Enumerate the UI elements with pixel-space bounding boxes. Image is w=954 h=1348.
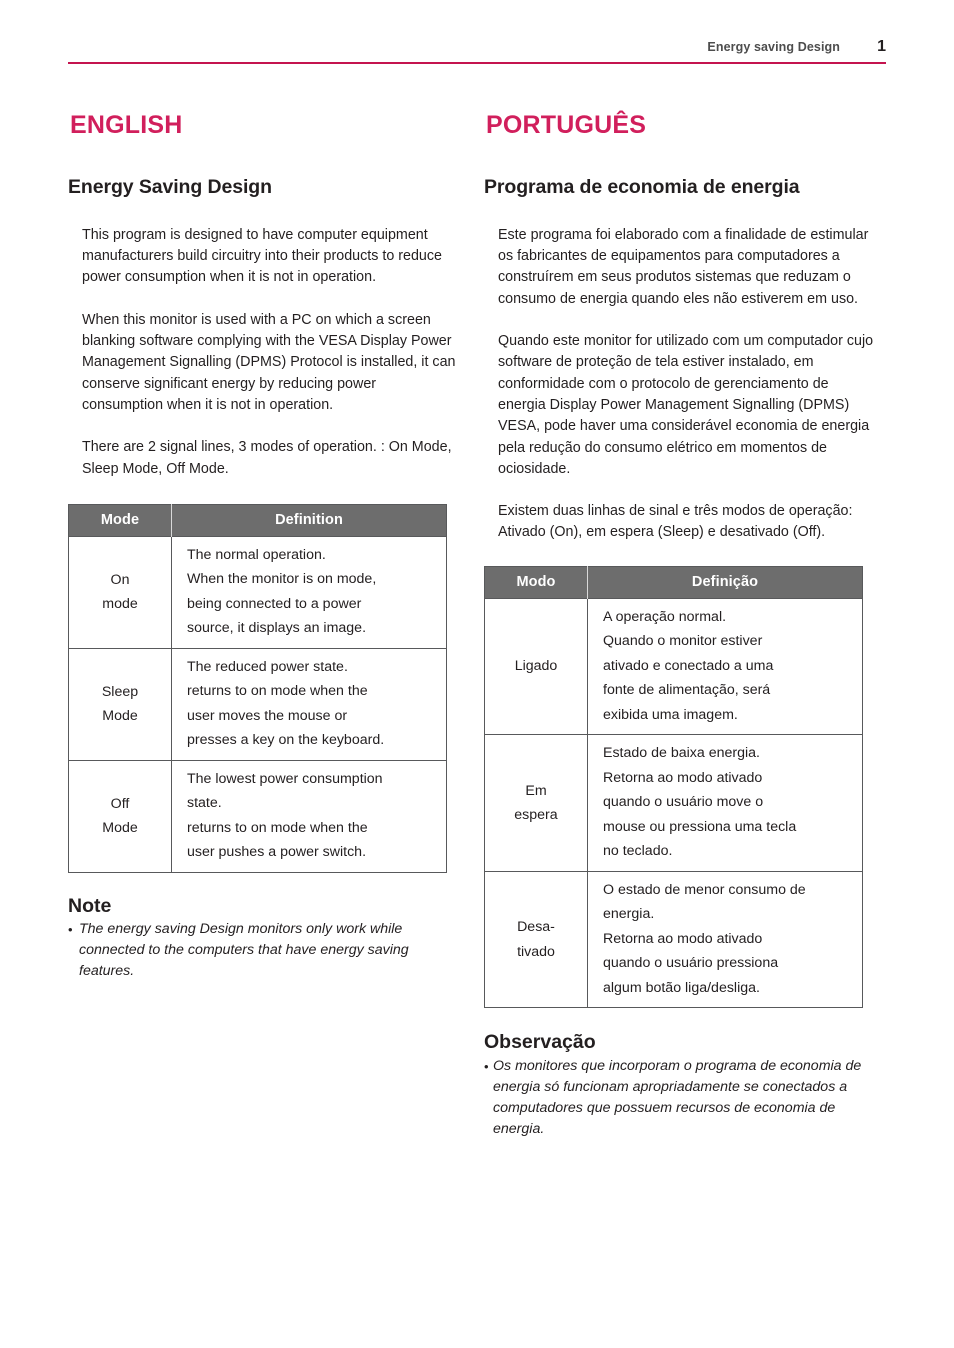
table-row <box>69 536 447 648</box>
header-rule-divider <box>68 62 886 64</box>
mode-definition-cell <box>172 760 447 872</box>
mode-name-line: mode <box>102 596 138 613</box>
mode-name-cell <box>69 760 172 872</box>
column-header-definition: Definition <box>172 504 447 536</box>
english-note-list <box>68 919 460 982</box>
table-row <box>69 760 447 872</box>
english-column <box>68 112 460 982</box>
english-modes-table <box>68 504 447 873</box>
definition-line: The normal operation. <box>187 546 326 563</box>
mode-name-line: Mode <box>102 708 138 725</box>
definition-line: being connected to a power <box>187 595 362 612</box>
definition-line: state. <box>187 795 222 812</box>
page-number: 1 <box>877 38 886 55</box>
english-paragraph-1: This program is designed to have computer equipment manufacturers build circuitry into their products to reduce power consumption when it is not in operation. <box>82 226 442 286</box>
table-row <box>69 648 447 760</box>
mode-name-line: Off <box>110 795 130 812</box>
portuguese-modes-table <box>484 566 863 1009</box>
running-head-title: Energy saving Design <box>707 40 840 54</box>
table-header-row <box>69 504 447 536</box>
list-item <box>68 919 460 982</box>
mode-name-line: Mode <box>102 820 138 837</box>
portuguese-paragraph-1: Este programa foi elaborado com a finalidade de estimular os fabricantes de equipamentos para computadores a construírem em seus produtos sistemas que reduzam o consumo de energia quando eles não estiverem em uso. <box>498 226 869 307</box>
note-text: The energy saving Design monitors only work while connected to the computers that have energy saving features. <box>79 921 409 980</box>
definition-line: returns to on mode when the <box>187 819 368 836</box>
definition-line: quando o usuário move o <box>603 794 764 811</box>
english-paragraph-3: There are 2 signal lines, 3 modes of operation. : On Mode, Sleep Mode, Off Mode. <box>82 439 452 477</box>
column-header-mode: Mode <box>69 504 172 536</box>
table-header-row <box>485 566 863 598</box>
bullet-icon: • <box>68 922 73 938</box>
definition-line: A operação normal. <box>603 608 727 625</box>
definition-line: The reduced power state. <box>187 658 348 675</box>
mode-name-cell <box>485 871 588 1008</box>
list-item <box>484 1056 876 1140</box>
definition-line: Retorna ao modo ativado <box>603 930 763 947</box>
mode-name-cell <box>485 598 588 735</box>
definition-line: Retorna ao modo ativado <box>603 769 763 786</box>
english-note-block <box>68 894 460 982</box>
mode-definition-cell <box>588 871 863 1008</box>
definition-line: mouse ou pressiona uma tecla <box>603 818 797 835</box>
mode-name-line: espera <box>514 807 558 823</box>
mode-name-line: Desa- <box>517 919 555 935</box>
definition-line: The lowest power consumption <box>187 770 383 787</box>
portuguese-paragraph-2: Quando este monitor for utilizado com um computador cujo software de proteção de tela estiver instalado, em conformidade com o protocolo de gerenciamento de energia Display Power Management Signalling (DPMS) VESA, pode haver uma considerável economia de energia pela redução do consumo elétrico em momentos de ociosidade. <box>498 333 874 477</box>
portuguese-section-heading: Programa de economia de energia <box>484 175 800 198</box>
portuguese-paragraph-3: Existem duas linhas de sinal e três modos de operação: Ativado (On), em espera (Sleep) e desativado (Off). <box>498 503 853 541</box>
definition-line: exibida uma imagem. <box>603 706 738 723</box>
mode-definition-cell <box>172 648 447 760</box>
mode-name-cell <box>69 648 172 760</box>
definition-line: no teclado. <box>603 843 673 860</box>
english-note-heading: Note <box>68 894 112 917</box>
note-text: Os monitores que incorporam o programa de economia de energia só funcionam apropriadamente se conectados a computadores que possuem recursos de economia de energia. <box>493 1057 862 1137</box>
column-header-modo: Modo <box>485 566 588 598</box>
definition-line: quando o usuário pressiona <box>603 955 779 972</box>
table-row <box>485 735 863 872</box>
column-header-definicao: Definição <box>588 566 863 598</box>
table-row <box>485 871 863 1008</box>
english-section-heading: Energy Saving Design <box>68 175 272 198</box>
bullet-icon: • <box>484 1058 489 1074</box>
definition-line: presses a key on the keyboard. <box>187 732 385 749</box>
definition-line: O estado de menor consumo de <box>603 881 806 898</box>
mode-name-line: Ligado <box>514 658 558 675</box>
definition-line: source, it displays an image. <box>187 620 367 637</box>
portuguese-note-heading: Observação <box>484 1031 596 1054</box>
mode-name-cell <box>485 735 588 872</box>
definition-line: user pushes a power switch. <box>187 844 367 861</box>
definition-line: ativado e conectado a uma <box>603 657 774 674</box>
english-language-heading: ENGLISH <box>70 111 183 139</box>
mode-name-line: Sleep <box>101 683 139 700</box>
table-row <box>485 598 863 735</box>
portuguese-column <box>484 112 876 1140</box>
portuguese-note-list <box>484 1056 876 1140</box>
mode-definition-cell <box>588 598 863 735</box>
definition-line: When the monitor is on mode, <box>187 571 377 588</box>
mode-definition-cell <box>588 735 863 872</box>
mode-name-cell <box>69 536 172 648</box>
mode-name-line: Em <box>525 782 547 799</box>
definition-line: Estado de baixa energia. <box>603 745 760 762</box>
mode-name-line: On <box>110 571 130 588</box>
definition-line: user moves the mouse or <box>187 707 348 724</box>
definition-line: Quando o monitor estiver <box>603 633 763 650</box>
page-header <box>68 38 886 66</box>
mode-definition-cell <box>172 536 447 648</box>
english-paragraph-2: When this monitor is used with a PC on which a screen blanking software complying with the VESA Display Power Management Signalling (DPMS) Protocol is installed, it can conserve significant energy by reducing power consumption when it is not in operation. <box>82 311 456 413</box>
definition-line: fonte de alimentação, será <box>603 682 771 699</box>
definition-line: energia. <box>603 906 655 923</box>
portuguese-language-heading: PORTUGUÊS <box>486 111 647 139</box>
definition-line: algum botão liga/desliga. <box>603 979 760 996</box>
portuguese-note-block <box>484 1030 876 1139</box>
definition-line: returns to on mode when the <box>187 683 368 700</box>
mode-name-line: tivado <box>517 943 555 960</box>
